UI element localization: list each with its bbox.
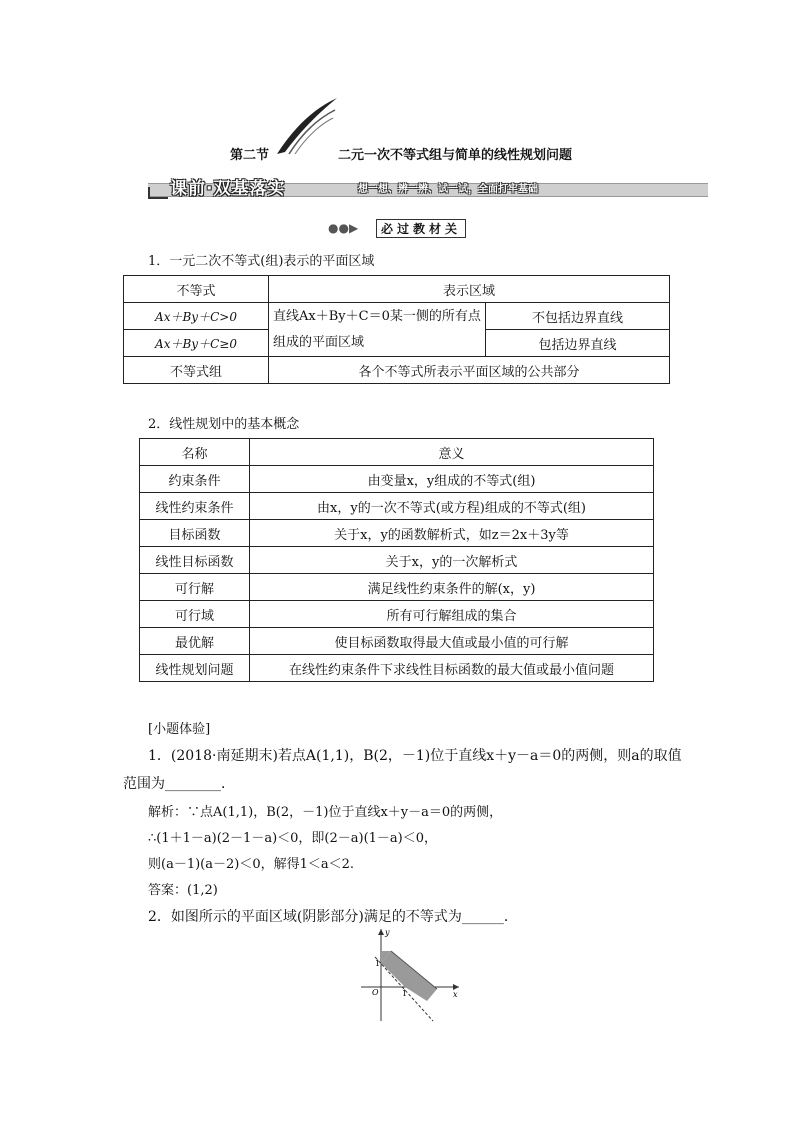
banner-hook-icon	[148, 187, 168, 199]
table-header-inequality: 不等式	[124, 276, 269, 303]
section-number: 第二节	[230, 148, 270, 163]
note-exclude-boundary: 不包括边界直线	[486, 303, 670, 330]
region-figure	[355, 925, 465, 1025]
concept-name: 线性约束条件	[140, 493, 250, 520]
origin-label: O	[372, 988, 379, 997]
concepts-header-name: 名称	[140, 439, 250, 466]
concept-meaning: 关于x，y的一次解析式	[250, 547, 654, 574]
section1-heading: 1．一元二次不等式(组)表示的平面区域	[148, 254, 375, 269]
concept-name: 约束条件	[140, 466, 250, 493]
region-table	[123, 275, 670, 384]
shaded-region	[381, 951, 437, 1001]
region-description: 直线Ax＋By＋C＝0某一侧的所有点组成的平面区域	[269, 303, 486, 357]
banner	[148, 177, 708, 199]
solution-line1: 解析：∵点A(1,1)，B(2，－1)位于直线x＋y－a＝0的两侧，	[148, 805, 503, 820]
ineq-system-desc: 各个不等式所表示平面区域的公共部分	[269, 357, 670, 384]
solution-line2: ∴(1＋1－a)(2－1－a)＜0，即(2－a)(1－a)＜0，	[148, 831, 438, 846]
practice-heading: [小题体验]	[148, 722, 211, 737]
tag-dots-icon: ●●▶	[328, 221, 359, 235]
y-axis-arrow-icon	[378, 929, 384, 935]
solution-line3: 则(a－1)(a－2)＜0，解得1＜a＜2.	[148, 857, 355, 872]
section-title: 二元一次不等式组与简单的线性规划问题	[338, 148, 573, 163]
ineq-strict: Ax＋By＋C>0	[124, 303, 269, 330]
question1-line2: 范围为________．	[123, 776, 235, 792]
concepts-table	[139, 438, 654, 682]
question2-line: 2．如图所示的平面区域(阴影部分)满足的不等式为______．	[148, 909, 518, 925]
concept-meaning: 由变量x，y组成的不等式(组)	[250, 466, 654, 493]
concepts-header-meaning: 意义	[250, 439, 654, 466]
concept-meaning: 关于x，y的函数解析式，如z＝2x＋3y等	[250, 520, 654, 547]
concept-meaning: 所有可行解组成的集合	[250, 601, 654, 628]
answer-line: 答案：(1,2)	[148, 883, 218, 898]
banner-subtitle: 想一想、辨一辨、试一试，全面打牢基础	[358, 184, 538, 195]
x-axis-label: x	[453, 990, 458, 999]
concept-name: 线性规划问题	[140, 655, 250, 682]
y-tick-label: 1	[375, 959, 381, 968]
concept-meaning: 在线性约束条件下求线性目标函数的最大值或最小值问题	[250, 655, 654, 682]
question1-line1: 1．(2018·南延期末)若点A(1,1)，B(2，－1)位于直线x＋y－a＝0的两侧，则a的取值	[148, 748, 682, 764]
concept-name: 最优解	[140, 628, 250, 655]
table-header-region: 表示区域	[269, 276, 670, 303]
concept-name: 可行解	[140, 574, 250, 601]
concept-meaning: 由x，y的一次不等式(或方程)组成的不等式(组)	[250, 493, 654, 520]
tag-label: 必过教材关	[376, 219, 466, 238]
concept-name: 目标函数	[140, 520, 250, 547]
swoosh-logo-icon	[275, 96, 340, 156]
ineq-nonstrict: Ax＋By＋C≥0	[124, 330, 269, 357]
y-axis-label: y	[385, 928, 390, 937]
banner-title: 课前·双基落实	[170, 179, 286, 199]
section2-heading: 2．线性规划中的基本概念	[148, 417, 300, 432]
concept-meaning: 使目标函数取得最大值或最小值的可行解	[250, 628, 654, 655]
ineq-system-label: 不等式组	[124, 357, 269, 384]
concept-name: 线性目标函数	[140, 547, 250, 574]
concept-name: 可行域	[140, 601, 250, 628]
concept-meaning: 满足线性约束条件的解(x，y)	[250, 574, 654, 601]
note-include-boundary: 包括边界直线	[486, 330, 670, 357]
x-tick-label: 1	[402, 989, 408, 998]
